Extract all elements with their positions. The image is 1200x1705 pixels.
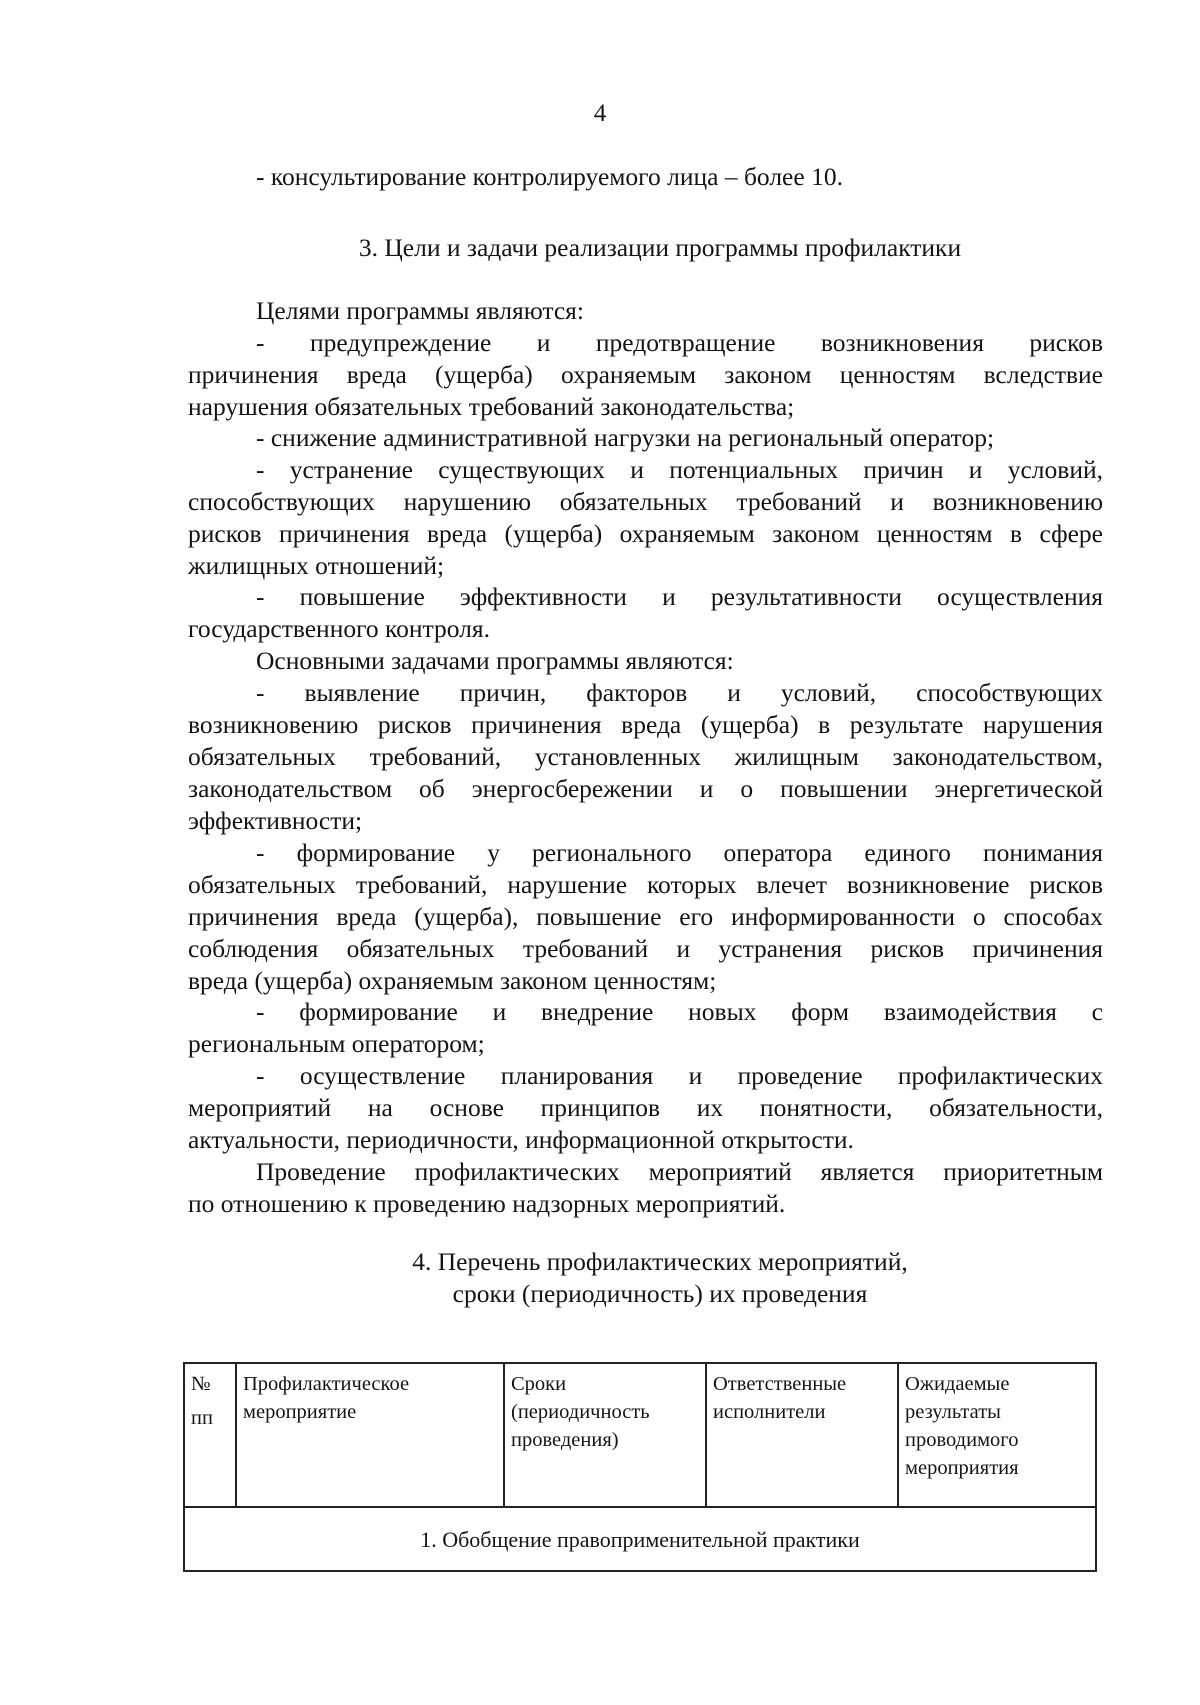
section3-title: 3. Цели и задачи реализации программы профилактики: [358, 233, 962, 262]
goal-3-line-1: - устранение существующих и потенциальных причин и условий,: [256, 455, 1103, 484]
task-2-line-5: вреда (ущерба) охраняемым законом ценностям;: [188, 966, 717, 995]
task-1-line-1: - выявление причин, факторов и условий, способствующих: [256, 678, 1103, 707]
section4-title-line-1: 4. Перечень профилактических мероприятий,: [412, 1247, 908, 1276]
task-1-line-4: законодательством об энергосбережении и о повышении энергетической: [188, 774, 1103, 803]
section-row-title: 1. Обобщение правоприменительной практики: [184, 1507, 1096, 1571]
goal-3-line-3: рисков причинения вреда (ущерба) охраняемым законом ценностям в сфере: [188, 519, 1103, 548]
intro-line: - консультирование контролируемого лица – более 10.: [256, 162, 843, 191]
goal-3-line-4: жилищных отношений;: [188, 551, 445, 580]
header-activity: Профилактическое мероприятие: [236, 1363, 504, 1507]
task-1-line-3: обязательных требований, установленных жилищным законодательством,: [188, 742, 1103, 771]
header-number: [184, 1363, 236, 1507]
task-3-line-1: - формирование и внедрение новых форм взаимодействия с: [256, 997, 1103, 1026]
goal-1-line-3: нарушения обязательных требований законодательства;: [188, 392, 795, 421]
task-2-line-3: причинения вреда (ущерба), повышение его информированности о способах: [188, 902, 1103, 931]
task-4-line-1: - осуществление планирования и проведение профилактических: [256, 1061, 1103, 1090]
priority-line-2: по отношению к проведению надзорных мероприятий.: [188, 1189, 786, 1218]
header-responsible: Ответственные исполнители: [706, 1363, 898, 1507]
task-1-line-2: возникновению рисков причинения вреда (ущерба) в результате нарушения: [188, 710, 1103, 739]
goal-3-line-2: способствующих нарушению обязательных требований и возникновению: [188, 487, 1103, 516]
header-term: Сроки (периодичность проведения): [504, 1363, 706, 1507]
task-4-line-3: актуальности, периодичности, информационной открытости.: [188, 1125, 854, 1154]
priority-line-1: Проведение профилактических мероприятий является приоритетным: [256, 1157, 1103, 1186]
goal-4-line-1: - повышение эффективности и результативности осуществления: [256, 582, 1103, 611]
goal-1-line-1: - предупреждение и предотвращение возникновения рисков: [256, 328, 1103, 357]
header-number-symbol: №: [191, 1373, 211, 1395]
tasks-intro: Основными задачами программы являются:: [256, 646, 734, 675]
page-number: 4: [593, 100, 607, 127]
header-number-abbr: пп: [191, 1407, 213, 1429]
section4-title-line-2: сроки (периодичность) их проведения: [452, 1279, 868, 1308]
activities-table: [183, 1362, 1097, 1572]
goal-4-line-2: государственного контроля.: [188, 614, 490, 643]
task-3-line-2: региональным оператором;: [188, 1029, 485, 1058]
task-2-line-2: обязательных требований, нарушение которых влечет возникновение рисков: [188, 870, 1103, 899]
goal-1-line-2: причинения вреда (ущерба) охраняемым законом ценностям вследствие: [188, 360, 1103, 389]
task-4-line-2: мероприятий на основе принципов их понятности, обязательности,: [188, 1093, 1103, 1122]
header-results: Ожидаемые результаты проводимого мероприятия: [898, 1363, 1096, 1507]
task-2-line-1: - формирование у регионального оператора единого понимания: [256, 838, 1103, 867]
task-1-line-5: эффективности;: [188, 806, 363, 835]
task-2-line-4: соблюдения обязательных требований и устранения рисков причинения: [188, 934, 1103, 963]
table-header-row: [184, 1363, 1096, 1507]
goals-intro: Целями программы являются:: [256, 296, 584, 325]
goal-2: - снижение административной нагрузки на региональный оператор;: [256, 423, 995, 452]
table-section-row: [184, 1507, 1096, 1571]
